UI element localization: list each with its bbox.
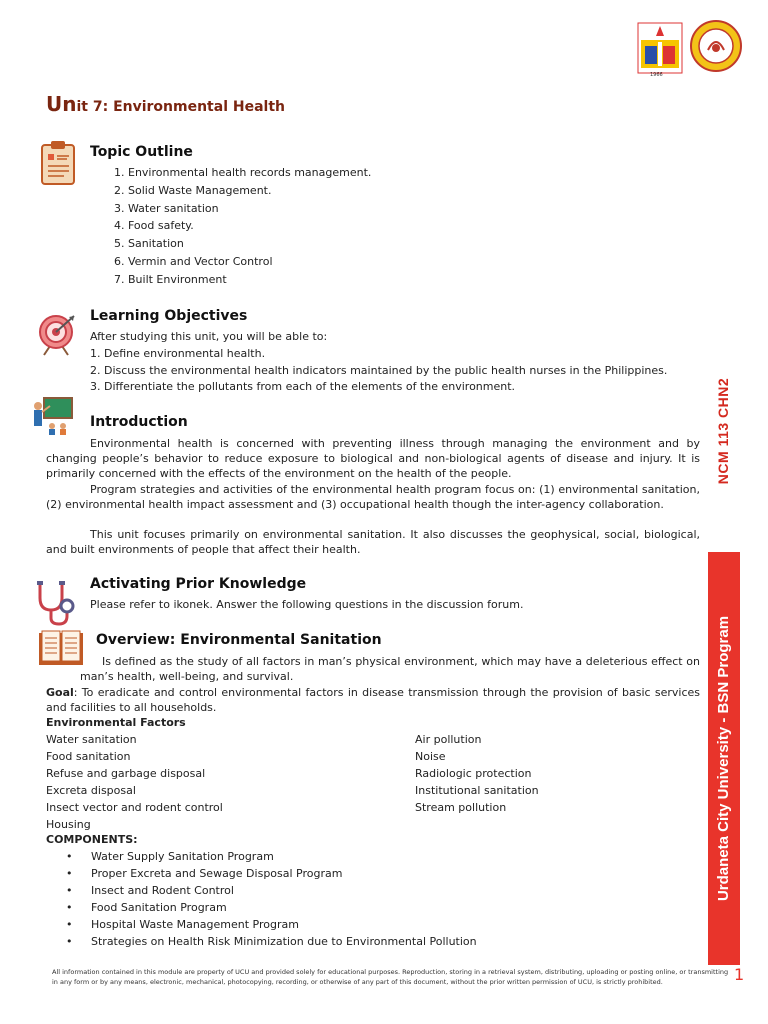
program-name: Urdaneta City University - BSN Program [715, 615, 733, 902]
list-item: • Proper Excreta and Sewage Disposal Program [46, 865, 477, 882]
factors-right-column [415, 731, 539, 816]
list-item: Stream pollution [415, 801, 507, 814]
introduction-heading: Introduction [90, 414, 188, 430]
overview-heading: Overview: Environmental Sanitation [96, 632, 382, 648]
learning-objectives-list [90, 346, 667, 396]
list-item: Excreta disposal [46, 784, 136, 797]
unit-title-rest: it 7: Environmental Health [76, 99, 285, 115]
unit-title [46, 92, 285, 116]
stethoscope-icon [34, 580, 78, 626]
factors-heading: Environmental Factors [46, 716, 186, 729]
activating-heading: Activating Prior Knowledge [90, 576, 307, 592]
list-item: Air pollution [415, 733, 482, 746]
list-item: 2. Solid Waste Management. [114, 183, 272, 197]
introduction-paragraph-1: Environmental health is concerned with preventing illness through managing the environment and by changing people’s behavior to reduce exposure to biological and non-biological agents of disease and injury. It is primarily concerned with the effects of the environment on the health of the people. [46, 437, 700, 480]
deped-logo [637, 22, 683, 74]
list-item: 1. Environmental health records management. [114, 166, 372, 179]
list-item: • Water Supply Sanitation Program [46, 848, 477, 865]
list-item: Housing [46, 818, 91, 831]
footer-disclaimer [52, 967, 729, 987]
footer-line-2: in any form or by any means, electronic, mechanical, photocopying, recording, or otherwise of any part of this document, without the prior written permission of UCU, is strictly prohibited. [52, 978, 663, 986]
list-item: 6. Vermin and Vector Control [114, 254, 273, 268]
unit-title-prefix: Un [46, 92, 77, 116]
list-item: 7. Built Environment [114, 272, 227, 286]
footer-line-1: All information contained in this module are property of UCU and provided solely for educational purposes. Reproduction, storing in a retrieval system, distributing, uploading or posting online, or transmitting [52, 968, 729, 976]
course-code-label [707, 368, 739, 494]
list-item: Insect vector and rodent control [46, 801, 223, 814]
list-item: • Strategies on Health Risk Minimization due to Environmental Pollution [46, 933, 477, 950]
introduction-paragraph-2: Program strategies and activities of the environmental health program focus on: (1) environmental sanitation, (2) environmental health impact assessment and (3) occupational health though the inter-agency collaboration. [46, 483, 700, 511]
list-item: 2. Discuss the environmental health indicators maintained by the public health nurses in the Philippines. [90, 363, 668, 377]
ucu-seal-logo [690, 20, 742, 72]
components-heading: COMPONENTS: [46, 833, 138, 846]
learning-objectives-intro: After studying this unit, you will be able to: [90, 330, 328, 343]
page-number: 1 [734, 965, 745, 984]
list-item: 3. Water sanitation [114, 201, 219, 215]
target-icon [38, 312, 78, 356]
overview-goal [46, 685, 700, 715]
overview-definition: Is defined as the study of all factors in man’s physical environment, which may have a deleterious effect on man’s health, well-being, and survival. [80, 655, 700, 683]
topic-outline-list [114, 164, 371, 289]
list-item: • Food Sanitation Program [46, 899, 477, 916]
sidebar-program-label [708, 552, 740, 965]
factors-left-column [46, 731, 223, 833]
components-list [46, 848, 477, 950]
list-item: Refuse and garbage disposal [46, 767, 206, 780]
seal-year: 1966 [650, 72, 663, 78]
teacher-board-icon [30, 396, 74, 436]
list-item: 1. Define environmental health. [90, 347, 266, 360]
list-item: • Hospital Waste Management Program [46, 916, 477, 933]
learning-objectives-heading: Learning Objectives [90, 308, 248, 324]
clipboard-icon [40, 140, 76, 186]
goal-text: : To eradicate and control environmental factors in disease transmission through the provision of basic services and facilities to all households. [46, 686, 700, 714]
list-item: Water sanitation [46, 733, 137, 746]
topic-outline-heading: Topic Outline [90, 144, 193, 160]
course-code: NCM 113 CHN2 [715, 377, 731, 485]
open-book-icon [38, 630, 84, 666]
list-item: Institutional sanitation [415, 784, 539, 797]
list-item: Noise [415, 750, 446, 763]
list-item: Food sanitation [46, 750, 131, 763]
list-item: • Insect and Rodent Control [46, 882, 477, 899]
list-item: Radiologic protection [415, 767, 532, 780]
list-item: 4. Food safety. [114, 219, 194, 233]
activating-text: Please refer to ikonek. Answer the following questions in the discussion forum. [90, 598, 524, 611]
list-item: 3. Differentiate the pollutants from each of the elements of the environment. [90, 380, 516, 393]
introduction-paragraph-3: This unit focuses primarily on environmental sanitation. It also discusses the geophysical, social, biological, and built environments of people that affect their health. [46, 528, 700, 556]
list-item: 5. Sanitation [114, 237, 184, 251]
goal-label: Goal [46, 686, 74, 699]
